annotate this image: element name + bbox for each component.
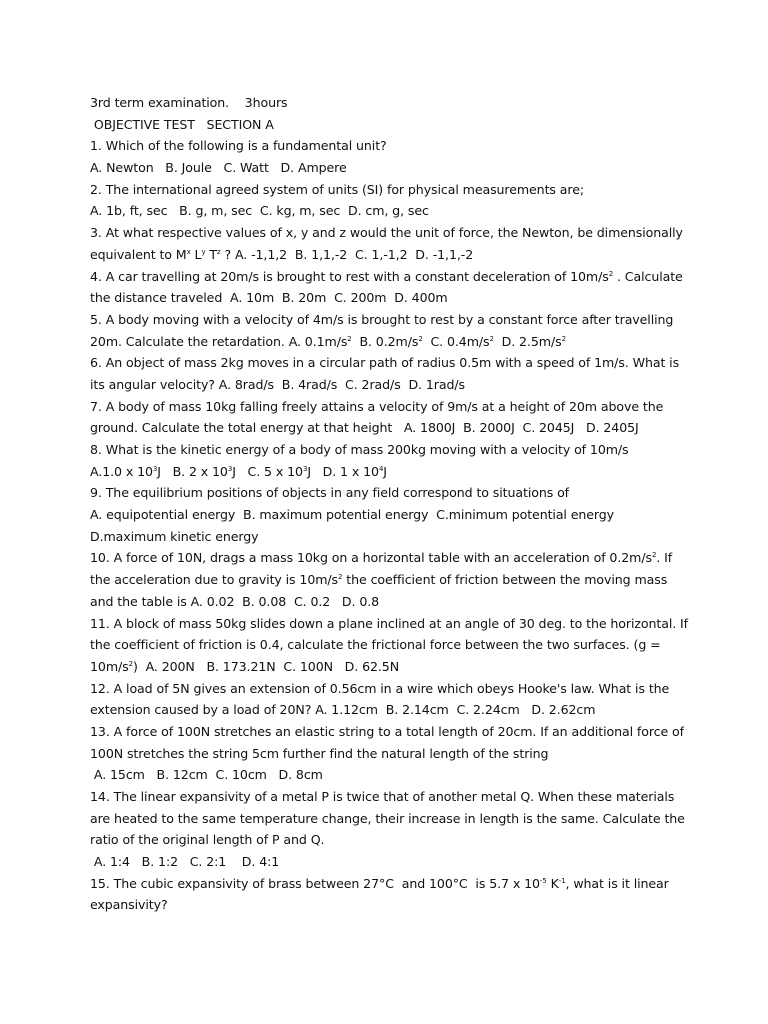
question-15-cont: expansivity? (90, 897, 168, 913)
question-12: 12. A load of 5N gives an extension of 0.56cm in a wire which obeys Hooke's law. What is the (90, 680, 670, 696)
question-9-options: A. equipotential energy B. maximum potential energy C.minimum potential energy (90, 507, 615, 523)
question-14-cont: are heated to the same temperature change, their increase in length is the same. Calculate the (90, 810, 685, 826)
question-15: 15. The cubic expansivity of brass between 27°C and 100°C is 5.7 x $10^{-5}$ $K^{-1}$, what is it linear (90, 875, 669, 891)
question-14: 14. The linear expansivity of a metal P is twice that of another metal Q. When these materials (90, 789, 675, 804)
question-9: 9. The equilibrium positions of objects in any field correspond to situations of (90, 485, 570, 501)
question-11-options: $10m/s^2$) A. 200N B. 173.21N C. 100N D. 62.5N (90, 658, 400, 674)
question-10: 10. A force of 10N, drags a mass 10kg on a horizontal table with an acceleration of $0.2m/s^2$. If (90, 550, 673, 566)
question-10-cont: the acceleration due to gravity is $10m/s^2$ the coefficient of friction between the moving mass (90, 572, 668, 588)
question-12-options: extension caused by a load of 20N? A. 1.12cm B. 2.14cm C. 2.24cm D. 2.62cm (90, 702, 596, 718)
question-3-options: equivalent to $M^x$ $L^y$ $T^z$ ? A. -1,1,2 B. 1,1,-2 C. 1,-1,2 D. -1,1,-2 (90, 246, 474, 262)
section-title: OBJECTIVE TEST SECTION A (90, 116, 274, 132)
question-8-options: A.1.0 x $10^3J$ B. 2 x $10^3J$ C. 5 x $10^3J$ D. 1 x $10^4J$ (90, 463, 387, 479)
question-6: 6. An object of mass 2kg moves in a circular path of radius 0.5m with a speed of 1m/s. What is (90, 355, 680, 371)
question-13: 13. A force of 100N stretches an elastic string to a total length of 20cm. If an additional force of (90, 723, 684, 739)
question-14-cont-2: ratio of the original length of P and Q. (90, 832, 325, 848)
question-11-cont: the coefficient of friction is 0.4, calculate the frictional force between the two surfaces. (g = (90, 637, 661, 653)
exam-document (90, 92, 690, 916)
question-9-options-cont: D.maximum kinetic energy (90, 528, 259, 544)
question-11: 11. A block of mass 50kg slides down a plane inclined at an angle of 30 deg. to the horizontal. If (90, 615, 688, 631)
question-7-options: ground. Calculate the total energy at that height A. 1800J B. 2000J C. 2045J D. 2405J (90, 420, 639, 436)
question-14-options: A. 1:4 B. 1:2 C. 2:1 D. 4:1 (90, 854, 280, 870)
question-13-cont: 100N stretches the string 5cm further find the natural length of the string (90, 745, 549, 761)
question-7: 7. A body of mass 10kg falling freely attains a velocity of 9m/s at a height of 20m above the (90, 398, 664, 414)
question-1: 1. Which of the following is a fundamental unit? (90, 138, 387, 154)
question-2: 2. The international agreed system of units (SI) for physical measurements are; (90, 181, 584, 197)
question-10-options: and the table is A. 0.02 B. 0.08 C. 0.2 D. 0.8 (90, 593, 380, 609)
question-8: 8. What is the kinetic energy of a body of mass 200kg moving with a velocity of 10m/s (90, 442, 629, 457)
question-2-options: A. 1b, ft, sec B. g, m, sec C. kg, m, sec D. cm, g, sec (90, 203, 429, 219)
question-1-options: A. Newton B. Joule C. Watt D. Ampere (90, 160, 347, 176)
question-5-options: 20m. Calculate the retardation. A. $0.1m/s^2$ B. $0.2m/s^2$ C. $0.4m/s^2$ D. $2.5m/s^2$ (90, 333, 566, 349)
question-6-options: its angular velocity? A. 8rad/s B. 4rad/s C. 2rad/s D. 1rad/s (90, 376, 465, 392)
question-13-options: A. 15cm B. 12cm C. 10cm D. 8cm (90, 767, 323, 783)
question-3: 3. At what respective values of x, y and z would the unit of force, the Newton, be dimensionally (90, 225, 683, 241)
question-4-options: the distance traveled A. 10m B. 20m C. 200m D. 400m (90, 290, 448, 306)
question-4: 4. A car travelling at 20m/s is brought to rest with a constant deceleration of $10m/s^2$ . Calculate (90, 268, 683, 284)
question-5: 5. A body moving with a velocity of 4m/s is brought to rest by a constant force after travelling (90, 311, 674, 327)
exam-header: 3rd term examination. 3hours (90, 95, 288, 110)
